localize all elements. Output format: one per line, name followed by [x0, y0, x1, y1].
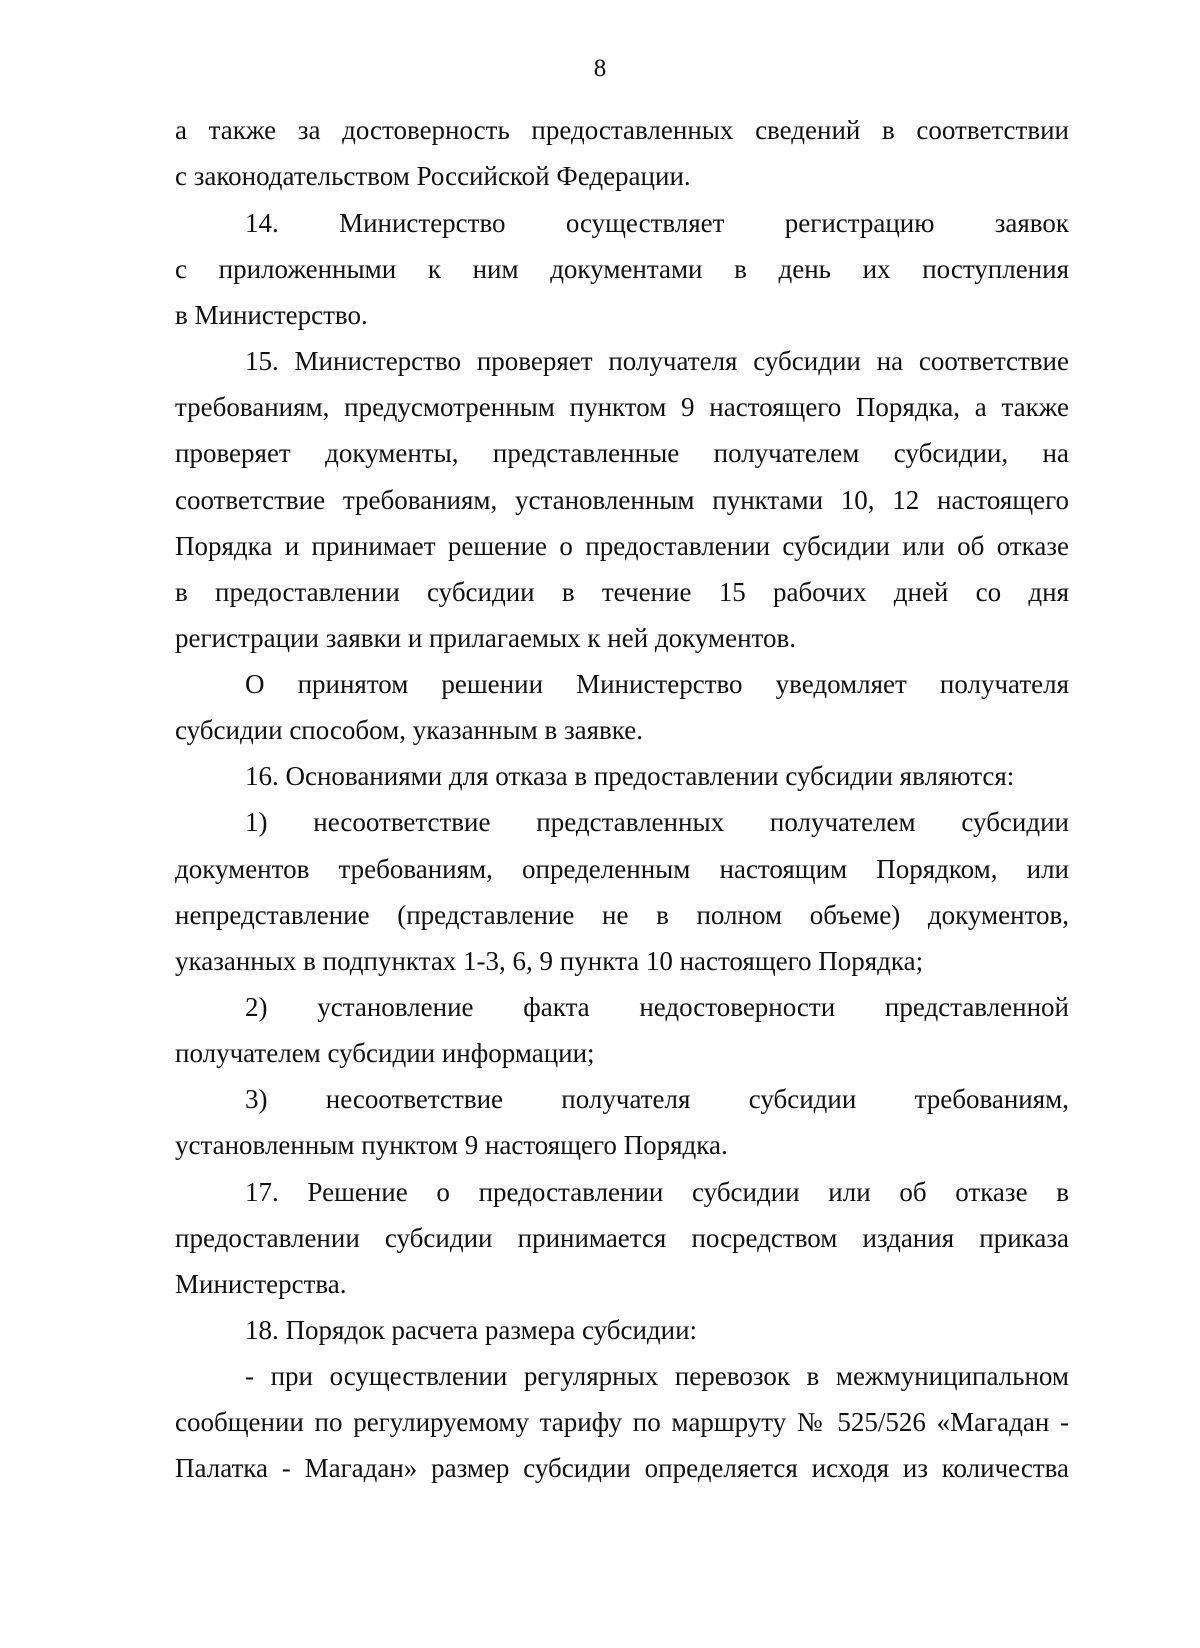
text-line: требованиям, предусмотренным пунктом 9 настоящего Порядка, а также	[175, 392, 1069, 422]
text-line: Порядка и принимает решение о предоставлении субсидии или об отказе	[175, 531, 1069, 561]
text-line: предоставлении субсидии принимается посредством издания приказа	[175, 1223, 1069, 1253]
text-line: в Министерство.	[175, 300, 368, 330]
text-line: - при осуществлении регулярных перевозок в межмуниципальном	[245, 1361, 1069, 1391]
text-line: с законодательством Российской Федерации.	[175, 161, 691, 191]
text-line: указанных в подпунктах 1-3, 6, 9 пункта 10 настоящего Порядка;	[175, 946, 924, 976]
text-line: в предоставлении субсидии в течение 15 рабочих дней со дня	[175, 577, 1069, 607]
text-line: 2) установление факта недостоверности представленной	[245, 992, 1069, 1022]
text-line: О принятом решении Министерство уведомляет получателя	[245, 669, 1069, 699]
text-line: установленным пунктом 9 настоящего Порядка.	[175, 1130, 728, 1160]
text-line: а также за достоверность предоставленных сведений в соответствии	[175, 115, 1069, 145]
text-line: с приложенными к ним документами в день их поступления	[175, 254, 1069, 284]
text-line: 14. Министерство осуществляет регистрацию заявок	[245, 208, 1069, 238]
text-line: проверяет документы, представленные получателем субсидии, на	[175, 438, 1069, 468]
text-line: Министерства.	[175, 1269, 347, 1299]
text-line: регистрации заявки и прилагаемых к ней документов.	[175, 623, 796, 653]
text-line: документов требованиям, определенным настоящим Порядком, или	[175, 854, 1069, 884]
text-line: 16. Основаниями для отказа в предоставлении субсидии являются:	[245, 761, 1015, 791]
text-line: 18. Порядок расчета размера субсидии:	[245, 1315, 698, 1345]
text-line: 17. Решение о предоставлении субсидии или об отказе в	[245, 1177, 1069, 1207]
text-line: субсидии способом, указанным в заявке.	[175, 715, 643, 745]
text-line: 3) несоответствие получателя субсидии требованиям,	[245, 1084, 1069, 1114]
text-line: сообщении по регулируемому тарифу по маршруту № 525/526 «Магадан -	[175, 1407, 1069, 1437]
text-line: непредставление (представление не в полном объеме) документов,	[175, 900, 1069, 930]
text-line: соответствие требованиям, установленным пунктами 10, 12 настоящего	[175, 485, 1069, 515]
text-line: 15. Министерство проверяет получателя субсидии на соответствие	[245, 346, 1069, 376]
text-line: 1) несоответствие представленных получателем субсидии	[245, 807, 1069, 837]
text-line: Палатка - Магадан» размер субсидии определяется исходя из количества	[175, 1453, 1069, 1483]
page-number: 8	[593, 55, 607, 82]
text-line: получателем субсидии информации;	[175, 1038, 595, 1068]
